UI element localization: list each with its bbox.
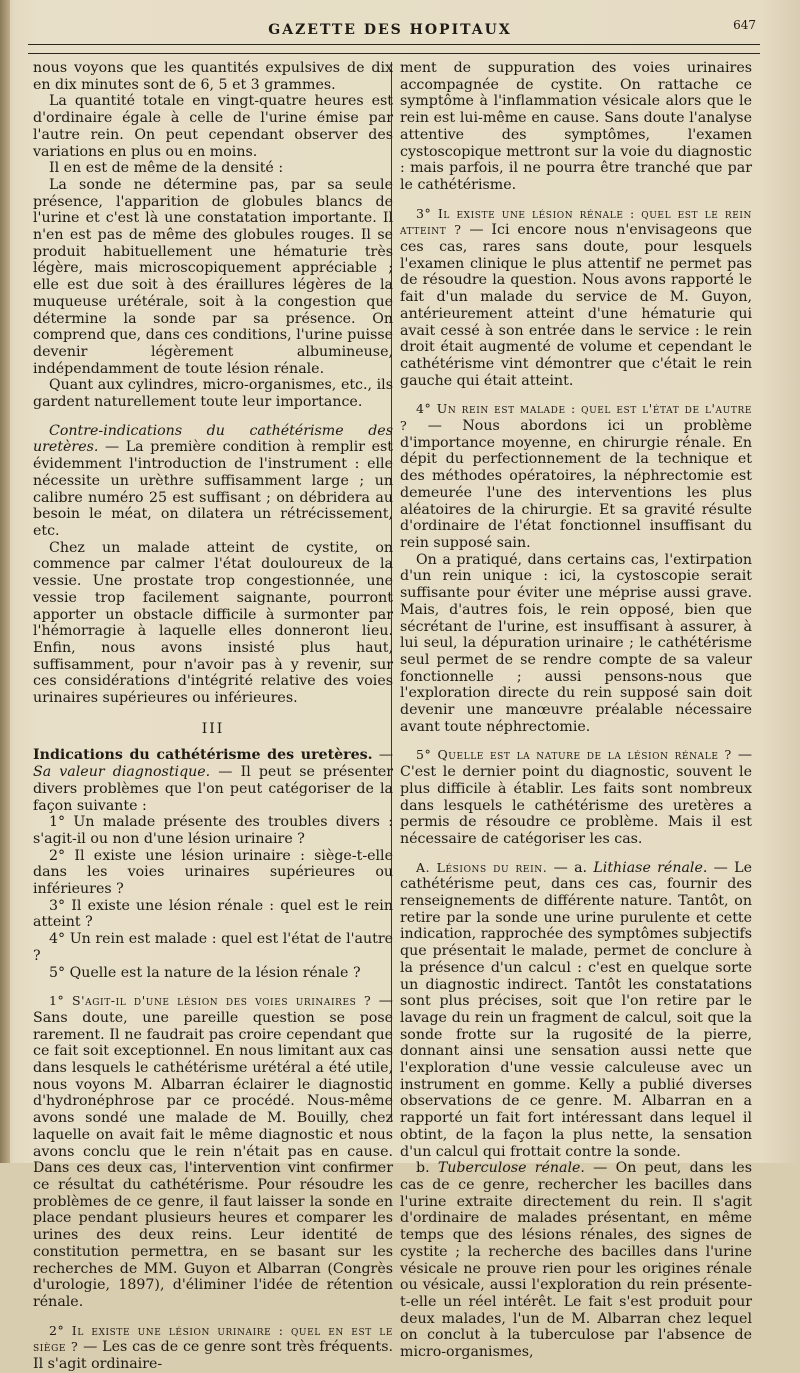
paragraph: ment de suppuration des voies urinaires accompagnée de cystite. On rattache ce symptôme à l'inflammation vésicale alors que le rein est lui-même en cause. Sans doute l'analyse attentive des symptômes, l'examen cystoscopique mettront sur la voie du diagnostic : mais parfois, il ne pourra être tranché que par le cathétérisme. [400,60,752,193]
subsection-heading: A. Lésions du rein. [416,859,548,875]
subsection-title: Lithiase rénale. [593,859,708,876]
paragraph-contre-indications [33,423,393,540]
journal-title: GAZETTE DES HOPITAUX [268,22,512,38]
question-heading: 4° Un rein est malade : quel est l'état de l'autre ? [400,401,752,434]
list-item: 4° Un rein est malade : quel est l'état de l'autre ? [33,931,393,964]
paragraph: On a pratiqué, dans certains cas, l'extirpation d'un rein unique : ici, la cystoscopie serait suffisante pour éviter une méprise aussi grave. Mais, d'autres fois, le rein opposé, bien que sécrétant de l'urine, est insuffisant à assurer, à lui seul, la dépuration urinaire ; le cathétérisme seul permet de se rendre compte de sa valeur fonctionnelle ; aussi pensons-nous que l'exploration directe du rein supposé sain doit devenir une manœuvre préalable nécessaire avant toute néphrectomie. [400,551,752,735]
paragraph: Quant aux cylindres, micro-organismes, etc., ils gardent naturellement toute leur importance. [33,377,393,411]
paragraph-text: — Sans doute, une pareille question se pose rarement. Il ne faudrait pas croire cependant que ce fait soit exceptionnel. En nous limitant aux cas dans lesquels le cathétérisme urétéral a été utile, nous voyons M. Albarran éclairer le diagnostic d'hydronéphrose par ce procédé. Nous-même avons sondé une malade de M. Bouilly, chez laquelle on avait fait le même diagnostic et nous avons conclu que le rein n'était pas en cause. Dans ces deux cas, l'intervention vint confirmer ce résultat du cathétérisme. Pour résoudre les problèmes de ce genre, il faut laisser la sonde en place pendant plusieurs heures et comparer les urines des deux reins. Leur identité de constitution permettra, en se basant sur les recherches de MM. Guyon et Albarran (Congrès d'urologie, 1897), d'éliminer l'idée de rétention rénale. [33,993,393,1310]
section-subheading: — Sa valeur diagnostique. [33,747,394,781]
paragraph-text: — Les cas de ce genre sont très fréquents. Il s'agit ordinaire- [33,1339,393,1373]
paragraph: Il en est de même de la densité : [49,160,284,177]
list-item: 1° Un malade présente des troubles divers : s'agit-il ou non d'une lésion urinaire ? [33,814,393,847]
paragraph-text: — Le cathétérisme peut, dans ces cas, fournir des renseignements de différente nature. Tantôt, on retire par la sonde une urine purulente et cette indication, rapprochée des symptômes subjectifs que présentait le malade, permet de conclure à la présence d'un calcul : c'est en quelque sorte un diagnostic indirect. Tantôt les constatations sont plus précises, soit que l'on retire par le lavage du rein un fragment de calcul, soit que la sonde frotte sur la rugosité de la pierre, donnant ainsi une sensation aussi nette que l'exploration d'une vessie calculeuse avec un instrument en gomme. Kelly a publié diverses observations de ce genre. M. Albarran en a rapporté un fait fort intéressant dans lequel il obtint, de la façon la plus nette, la sensation d'un calcul qui frottait contre la sonde. [400,859,752,1160]
paragraph: Chez un malade atteint de cystite, on commence par calmer l'état douloureux de la vessie. Une prostate trop congestionnée, une vessie trop facilement saignante, pourront apporter un obstacle difficile à surmonter par l'hémorragie à laquelle elles donneront lieu. Enfin, nous avons insisté plus haut, suffisamment, pour n'avoir pas à y revenir, sur ces considérations d'intégrité relative des voies urinaires supérieures ou inférieures. [33,539,393,707]
page-number: 647 [733,18,756,32]
paragraph: La sonde ne détermine pas, par sa seule présence, l'apparition de globules blancs de l'urine et c'est là une constatation importante. Il n'en est pas de même des globules rouges. Il se produit habituellement une hématurie très légère, mais microscopiquement appréciable ; elle est due soit à des éraillures légères de la muqueuse urétérale, soit à la congestion que détermine la sonde par sa présence. On comprend que, dans ces conditions, l'urine puisse devenir légèrement albumineuse, indépendamment de toute lésion rénale. [33,176,393,377]
paragraph-lithiase [400,860,752,1161]
left-column [33,60,393,1373]
subsection-label: b. [416,1160,438,1177]
paragraph-text: — Il peut se présenter divers problèmes que l'on peut catégoriser de la façon suivante : [33,764,393,814]
paragraph-text: — Nous abordons ici un problème d'importance moyenne, en chirurgie rénale. En dépit du perfectionnement de la technique et des méthodes opératoires, la néphrectomie est demeurée l'une des interventions les plus aléatoires de la chirurgie. Et sa gravité résulte d'ordinaire de l'état fonctionnel insuffisant du rein supposé sain. [400,418,752,551]
paragraph-question-5 [400,747,752,847]
paragraph-tuberculose [400,1160,752,1360]
paragraph-indications [33,747,393,814]
paragraph: nous voyons que les quantités expulsives de dix en dix minutes sont de 6, 5 et 3 grammes. [33,60,393,93]
paragraph-question-2 [33,1323,393,1373]
list-item: 5° Quelle est la nature de la lésion rénale ? [49,964,361,981]
paragraph: La quantité totale en vingt-quatre heures est d'ordinaire égale à celle de l'urine émise par l'autre rein. On peut cependant observer des variations en plus ou en moins. [33,93,393,160]
header-rule-thin [28,53,760,54]
subsection-label: — a. [547,859,594,876]
question-heading: 5° Quelle est la nature de la lésion rénale ? [416,747,732,763]
page-header [28,18,756,58]
paragraph-text: — Ici encore nous n'envisageons que ces cas, rares sans doute, pour lesquels l'examen clinique le plus attentif ne permet pas de résoudre la question. Nous avons rapporté le fait d'un malade du service de M. Guyon, antérieurement atteint d'une hématurie qui avait cessé à son entrée dans le service : le rein droit était augmenté de volume et cependant le cathétérisme vint démontrer que c'était le rein gauche qui était atteint. [400,222,752,389]
paragraph-text: — C'est le dernier point du diagnostic, souvent le plus difficile à établir. Les faits sont nombreux dans lesquels le cathétérisme des uretères a permis de résoudre ce problème. Mais il est nécessaire de catégoriser les cas. [400,747,753,847]
question-heading: 3° Il existe une lésion rénale : quel est le rein atteint ? [400,205,752,238]
subsection-title: Tuberculose rénale. [437,1160,585,1177]
paragraph-question-4 [400,401,752,551]
header-rule-thick [28,44,760,45]
paragraph-question-3 [400,206,752,390]
paragraph-question-1 [33,993,393,1310]
subsection-title: Contre-indications du cathétérisme des uretères. [33,422,393,456]
page-binding-edge [0,0,10,1163]
paragraph-text: — On peut, dans les cas de ce genre, rechercher les bacilles dans l'urine extraite directement du rein. Il s'agit d'ordinaire de malades présentant, en même temps que des lésions rénales, des signes de cystite ; la recherche des bacilles dans l'urine vésicale ne prouve rien pour les origines rénale ou vésicale, aussi l'exploration du rein présente-t-elle un réel intérêt. Le fait s'est produit pour deux malades, l'un de M. Albarran chez lequel on conclut à la tuberculose par l'absence de micro-organismes, [400,1160,752,1361]
section-number: III [201,720,225,737]
section-heading: Indications du cathétérisme des uretères. [33,747,373,764]
right-column [400,60,752,1361]
paragraph-text: — La première condition à remplir est évidemment l'introduction de l'instrument : elle nécessite un urèthre suffisamment large ; un calibre numéro 25 est suffisant ; on débridera au besoin le méat, on dilatera un rétrécissement, etc. [33,439,393,539]
question-heading: 2° Il existe une lésion urinaire : quel en est le siège ? [33,1322,393,1355]
list-item: 2° Il existe une lésion urinaire : siège-t-elle dans les voies urinaires supérieures ou inférieures ? [33,847,393,898]
question-heading: 1° S'agit-il d'une lésion des voies urinaires ? [49,993,372,1009]
list-item: 3° Il existe une lésion rénale : quel est le rein atteint ? [33,897,393,931]
